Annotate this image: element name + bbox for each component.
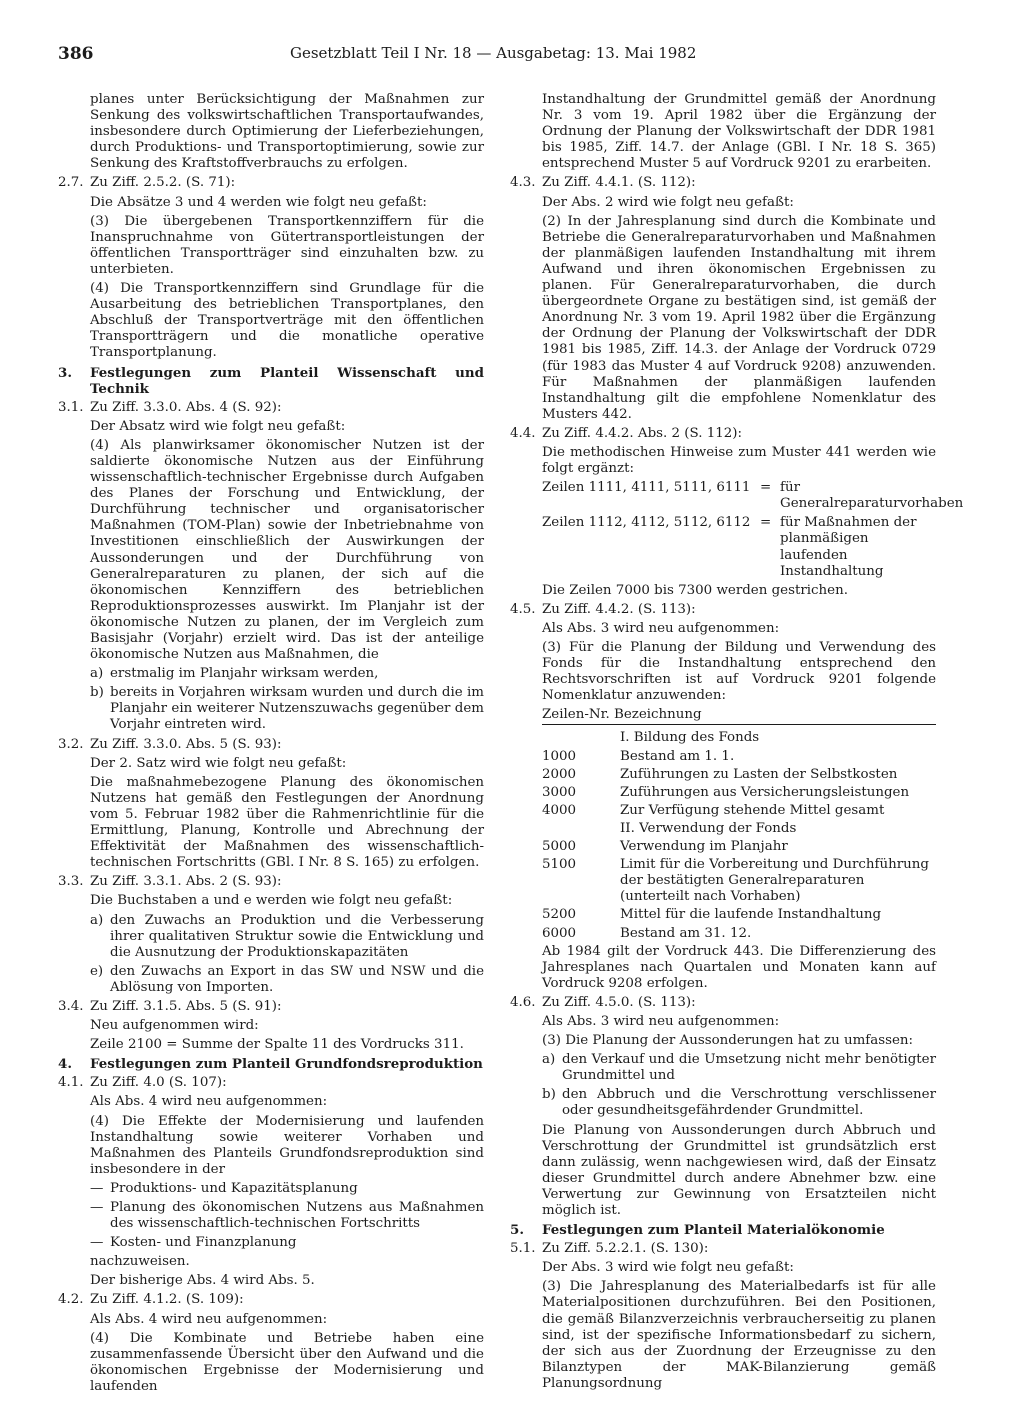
section-heading: Zu Ziff. 3.3.0. Abs. 5 (S. 93):: [90, 736, 282, 752]
line-code: 4000: [542, 802, 577, 818]
section-heading: Zu Ziff. 4.5.0. (S. 113):: [542, 994, 696, 1010]
chapter-heading: Festlegungen zum Planteil Wissenschaft und Technik: [90, 364, 484, 397]
section-number: 4.4.: [510, 425, 536, 441]
paragraph: Als Abs. 3 wird neu aufgenommen:: [542, 1013, 780, 1029]
paragraph: (3) Für die Planung der Bildung und Verwendung des Fonds für die Instandhaltung entsprechend den Rechtsvorschriften ist auf Vordruck 9201 folgende Nomenklatur anzuwenden:: [542, 640, 936, 704]
table-row: [542, 767, 936, 783]
list-text: Kosten- und Finanzplanung: [110, 1235, 297, 1251]
section-3-4: [58, 999, 484, 1053]
table-row: [542, 839, 936, 855]
list-marker: a): [90, 666, 104, 682]
paragraph: Neu aufgenommen wird:: [90, 1018, 259, 1034]
list-text: den Verkauf und die Umsetzung nicht mehr benötigter Grundmittel und: [562, 1052, 936, 1084]
section-4-4: [510, 425, 964, 599]
section-number: 4.6.: [510, 994, 536, 1010]
section-heading: Zu Ziff. 4.4.2. Abs. 2 (S. 112):: [542, 425, 743, 441]
line-label: I. Bildung des Fonds: [620, 730, 760, 746]
running-title: Gesetzblatt Teil I Nr. 18 — Ausgabetag: 13. Mai 1982: [290, 44, 697, 62]
paragraph: (4) Die Effekte der Modernisierung und laufenden Instandhaltung sowie weiterer Vorhaben und Maßnahmen des Planteils Grundfondsreproduktion sind insbesondere in der: [90, 1113, 484, 1177]
line-code: 1000: [542, 748, 577, 764]
line-code: 5000: [542, 839, 577, 855]
list-item: [90, 666, 484, 682]
dash-marker: —: [90, 1180, 104, 1196]
paragraph: Zeile 2100 = Summe der Spalte 11 des Vordrucks 311.: [90, 1037, 464, 1053]
section-number: 2.7.: [58, 175, 84, 191]
list-marker: a): [542, 1052, 556, 1068]
section-3-3: [58, 874, 484, 996]
paragraph: (4) Die Kombinate und Betriebe haben eine zusammenfassende Übersicht über den Aufwand und die ökonomischen Ergebnisse der Modernisierung und laufenden: [90, 1330, 484, 1394]
table-row: [542, 749, 936, 765]
line-label: Mittel für die laufende Instandhaltung: [620, 907, 882, 923]
list-text: den Abbruch und die Verschrottung verschlissener oder gesundheitsgefährdender Grundmittel.: [562, 1087, 936, 1119]
paragraph: (2) In der Jahresplanung sind durch die Kombinate und Betriebe die Generalreparaturvorhaben und Maßnahmen der planmäßigen laufenden Instandhaltung mit ihrem Aufwand und ihren ökonomischen Ergebnissen zu planen. Für Generalreparaturvorhaben, die durch übergeordnete Organe zu bestätigen sind, ist gemäß der Anordnung Nr. 3 vom 19. April 1982 über die Ergänzung der Ordnung der Planung der Volkswirtschaft der DDR 1981 bis 1985, Ziff. 14.3. der Anlage der Vordruck 0729 (für 1983 das Muster 4 auf Vordruck 9208) anzuwenden. Für Maßnahmen der planmäßigen laufenden Instandhaltung gilt die empfohlene Nomenklatur des Musters 442.: [542, 213, 936, 422]
page-header: [58, 44, 958, 68]
line-label: Zur Verfügung stehende Mittel gesamt: [620, 802, 885, 818]
list-item: [542, 1052, 936, 1084]
paragraph: Der Abs. 3 wird wie folgt neu gefaßt:: [542, 1260, 794, 1276]
paragraph: Die Planung von Aussonderungen durch Abbruch und Verschrottung der Grundmittel ist grundsätzlich erst dann zulässig, wenn nachgewiesen wird, daß der Einsatz dieser Grundmittel durch andere Abnehmer bzw. eine Verwertung zur Gewinnung von Ersatzteilen nicht möglich ist.: [542, 1122, 936, 1218]
line-code: [542, 730, 620, 746]
section-heading: Zu Ziff. 3.3.1. Abs. 2 (S. 93):: [90, 874, 282, 890]
paragraph: Die Absätze 3 und 4 werden wie folgt neu gefaßt:: [90, 194, 427, 210]
continuation-paragraph: [58, 92, 484, 172]
paragraph: Der 2. Satz wird wie folgt neu gefaßt:: [90, 755, 347, 771]
section-heading: Zu Ziff. 4.1.2. (S. 109):: [90, 1292, 244, 1308]
table-row: [542, 857, 936, 905]
line-label: Zuführungen aus Versicherungsleistungen: [620, 784, 910, 800]
section-heading: Zu Ziff. 2.5.2. (S. 71):: [90, 175, 236, 191]
line-code: 3000: [542, 784, 577, 800]
right-column: [510, 92, 964, 1395]
line-label: Verwendung im Planjahr: [620, 839, 788, 855]
section-4-3: [510, 175, 936, 422]
list-text: Produktions- und Kapazitätsplanung: [110, 1180, 358, 1196]
line-code: [542, 821, 620, 837]
equals-sign: =: [760, 515, 772, 531]
line-label: Zuführungen zu Lasten der Selbstkosten: [620, 766, 898, 782]
section-number: 4.5.: [510, 601, 536, 617]
section-3: [58, 365, 484, 397]
line-label: Bestand am 31. 12.: [620, 925, 752, 941]
chapter-heading: Festlegungen zum Planteil Materialökonomie: [542, 1222, 885, 1239]
section-number: 4.: [58, 1056, 72, 1073]
list-text: bereits in Vorjahren wirksam wurden und durch die im Planjahr ein weiterer Nutzenszuwachs gegenüber dem Vorjahr eintreten wird.: [110, 685, 484, 733]
left-column: [58, 92, 484, 1398]
paragraph: (3) Die Jahresplanung des Materialbedarfs ist für alle Materialpositionen durchzuführen. Bei den Positionen, die gemäß Bilanzverzeichnis verbraucherseitig zu planen sind, ist der spezifische Informationsbedarf zu sichern, der sich aus der Zuordnung der Erzeugnisse zu den Bilanztypen der MAK-Bilanzierung gemäß Planungsordnung: [542, 1279, 936, 1391]
paragraph: Instandhaltung der Grundmittel gemäß der Anordnung Nr. 3 vom 19. April 1982 über die Ergänzung der Ordnung der Planung der Volkswirtschaft der DDR 1981 bis 1985, Ziff. 14.7. der Anlage (GBl. I Nr. 18 S. 365) entsprechend Muster 5 auf Vordruck 9201 zu erarbeiten.: [542, 92, 936, 172]
list-item: [542, 1087, 936, 1119]
section-number: 3.1.: [58, 399, 84, 415]
paragraph: (3) Die übergebenen Transportkennziffern für die Inanspruchnahme von Gütertransportleistungen der öffentlichen Transportträger sind einzuhalten bzw. zu unterbieten.: [90, 213, 484, 277]
section-3-1: [58, 400, 484, 734]
list-marker: b): [90, 685, 104, 701]
line-code: 5100: [542, 857, 577, 873]
section-number: 3.: [58, 364, 72, 381]
table-row: [542, 785, 936, 801]
section-4-2: [58, 1292, 484, 1395]
list-marker: e): [90, 963, 104, 979]
section-heading: Zu Ziff. 3.3.0. Abs. 4 (S. 92):: [90, 399, 282, 415]
section-number: 3.2.: [58, 736, 84, 752]
line-code: 2000: [542, 766, 577, 782]
list-text: Planung des ökonomischen Nutzens aus Maßnahmen des wissenschaftlich-technischen Fortschritts: [110, 1200, 484, 1232]
line-code: 5200: [542, 907, 577, 923]
paragraph: (4) Die Transportkennziffern sind Grundlage für die Ausarbeitung des betrieblichen Transportplanes, den Abschluß der Transportverträge mit den öffentlichen Transportträgern und die monatliche operative Transportplanung.: [90, 281, 484, 361]
section-number: 3.3.: [58, 874, 84, 890]
list-item: [90, 964, 484, 996]
paragraph: Die methodischen Hinweise zum Muster 441 werden wie folgt ergänzt:: [542, 444, 936, 477]
equals-sign: =: [760, 480, 772, 496]
page-number: 386: [58, 44, 94, 64]
nomenclature-table: [542, 730, 936, 941]
paragraph: Der bisherige Abs. 4 wird Abs. 5.: [90, 1273, 315, 1289]
line-label: Bestand am 1. 1.: [620, 748, 735, 764]
table-row: [542, 907, 936, 923]
paragraph: (3) Die Planung der Aussonderungen hat zu umfassen:: [542, 1033, 914, 1049]
section-number: 3.4.: [58, 998, 84, 1014]
line-numbers: Zeilen 1112, 4112, 5112, 6112: [542, 515, 751, 531]
section-heading: Zu Ziff. 4.4.2. (S. 113):: [542, 601, 696, 617]
line-label: Limit für die Vorbereitung und Durchführung der bestätigten Generalreparaturen (unterteilt nach Vorhaben): [620, 857, 929, 905]
dash-item: [90, 1235, 484, 1251]
section-number: 4.2.: [58, 1292, 84, 1308]
table-row: [542, 821, 936, 837]
dash-item: [90, 1200, 484, 1232]
paragraph: planes unter Berücksichtigung der Maßnahmen zur Senkung des volkswirtschaftlichen Transportaufwandes, insbesondere durch Optimierung der Lieferbeziehungen, durch Produktions- und Transportoptimierung, sowie zur Senkung des Kraftstoffverbrauchs zu erfolgen.: [90, 92, 484, 172]
list-text: erstmalig im Planjahr wirksam werden,: [110, 666, 379, 682]
dash-marker: —: [90, 1200, 104, 1215]
paragraph: nachzuweisen.: [90, 1254, 190, 1270]
section-number: 4.1.: [58, 1075, 84, 1091]
paragraph: Als Abs. 4 wird neu aufgenommen:: [90, 1094, 328, 1110]
continuation-paragraph: [510, 92, 936, 172]
line-description: für Maßnahmen der planmäßigen laufenden Instandhaltung: [780, 515, 917, 579]
list-marker: a): [90, 912, 104, 928]
line-numbers: Zeilen 1111, 4111, 5111, 6111: [542, 480, 751, 496]
section-heading: Zu Ziff. 4.4.1. (S. 112):: [542, 175, 696, 191]
line-description: für Generalreparaturvorhaben: [780, 480, 964, 512]
list-marker: b): [542, 1087, 556, 1103]
section-heading: Zu Ziff. 5.2.2.1. (S. 130):: [542, 1241, 709, 1257]
line-definition-row: [542, 515, 936, 579]
dash-marker: —: [90, 1235, 104, 1251]
table-row: [542, 730, 936, 746]
list-text: den Zuwachs an Produktion und die Verbesserung ihrer qualitativen Struktur sowie die Entwicklung und die Ausnutzung der Produktionskapazitäten: [110, 912, 484, 960]
paragraph: Die maßnahmebezogene Planung des ökonomischen Nutzens hat gemäß den Festlegungen der Anordnung vom 5. Februar 1982 über die Rahmenrichtlinie für die Ermittlung, Planung, Kontrolle und Abrechnung der Effektivität der Maßnahmen des wissenschaftlich-technischen Fortschritts (GBl. I Nr. 8 S. 165) zu erfolgen.: [90, 774, 484, 871]
list-text: den Zuwachs an Export in das SW und NSW und die Ablösung von Importen.: [110, 963, 484, 995]
line-code: 6000: [542, 925, 577, 941]
section-heading: Zu Ziff. 4.0 (S. 107):: [90, 1075, 227, 1091]
paragraph: Der Abs. 2 wird wie folgt neu gefaßt:: [542, 194, 794, 210]
paragraph: (4) Als planwirksamer ökonomischer Nutzen ist der saldierte ökonomische Nutzen aus der Einführung wissenschaftlich-technischer Ergebnisse durch Aufgaben des Planes der Forschung und Entwicklung, der Durchführung technischer und organisatorischer Maßnahmen (TOM-Plan) sowie der Inbetriebnahme von Investitionen einschließlich der Auswirkungen der Aussonderungen und der Durchführung von Generalreparaturen zu planen, der sich auf die ökonomischen Kennziffern des betrieblichen Reproduktionsprozesses auswirkt. Im Planjahr ist der ökonomische Nutzen zu planen, der im Vergleich zum Basisjahr (Vorjahr) erzielt wird. Das ist der anteilige ökonomische Nutzen aus Maßnahmen, die: [90, 437, 484, 663]
chapter-heading: Festlegungen zum Planteil Grundfondsreproduktion: [90, 1056, 483, 1073]
section-number: 5.: [510, 1222, 524, 1239]
section-5-1: [510, 1241, 936, 1392]
section-4-1: [58, 1075, 484, 1289]
section-4: [58, 1056, 484, 1072]
section-heading: Zu Ziff. 3.1.5. Abs. 5 (S. 91):: [90, 998, 282, 1014]
paragraph: Als Abs. 3 wird neu aufgenommen:: [542, 620, 780, 636]
section-number: 4.3.: [510, 175, 536, 191]
paragraph: Ab 1984 gilt der Vordruck 443. Die Differenzierung des Jahresplanes nach Quartalen und Monaten kann auf Vordruck 9208 erfolgen.: [542, 943, 936, 991]
nomenclature-header: Zeilen-Nr. Bezeichnung: [542, 707, 936, 725]
section-5: [510, 1222, 936, 1238]
section-2-7: [58, 175, 484, 361]
list-item: [90, 913, 484, 961]
dash-item: [90, 1181, 484, 1197]
section-4-6: [510, 995, 936, 1219]
line-label: II. Verwendung der Fonds: [620, 820, 797, 836]
line-definition-row: [542, 480, 964, 512]
section-number: 5.1.: [510, 1241, 536, 1257]
paragraph: Die Zeilen 7000 bis 7300 werden gestrichen.: [542, 582, 848, 598]
paragraph: Der Absatz wird wie folgt neu gefaßt:: [90, 418, 346, 434]
list-item: [90, 685, 484, 733]
paragraph: Als Abs. 4 wird neu aufgenommen:: [90, 1311, 328, 1327]
section-4-5: [510, 602, 936, 992]
table-row: [542, 803, 936, 819]
section-3-2: [58, 737, 484, 872]
table-row: [542, 926, 936, 942]
paragraph: Die Buchstaben a und e werden wie folgt neu gefaßt:: [90, 893, 453, 909]
